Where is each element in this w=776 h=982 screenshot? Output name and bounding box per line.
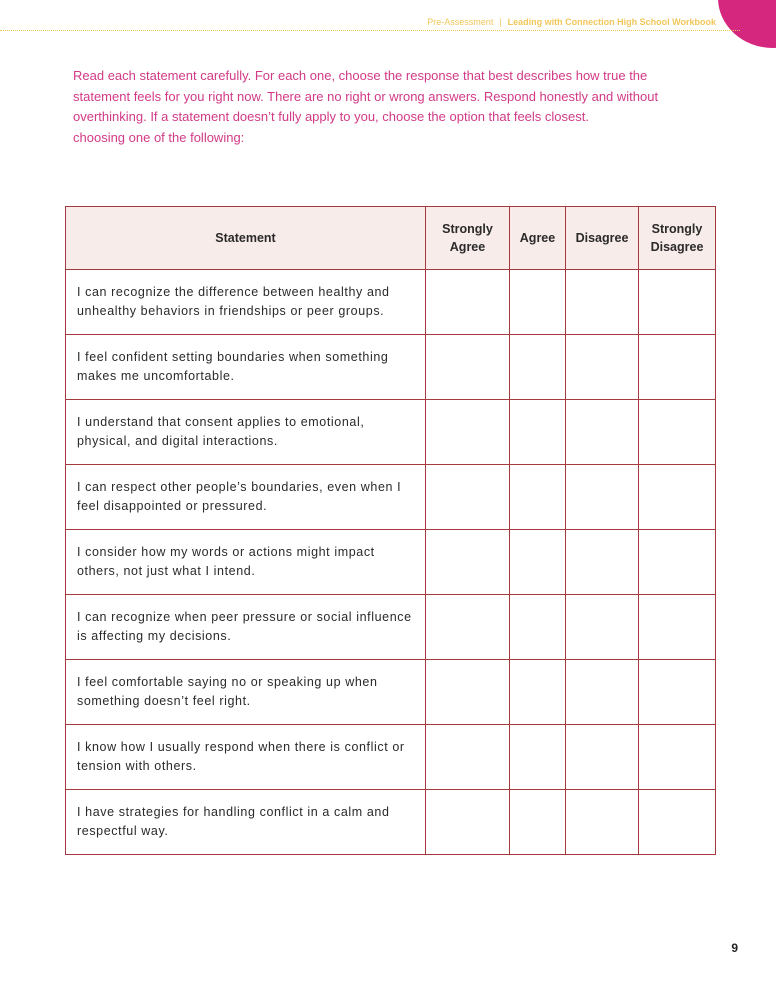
response-cell-disagree[interactable] xyxy=(566,400,639,465)
response-cell-strongly-agree[interactable] xyxy=(426,595,510,660)
response-cell-strongly-agree[interactable] xyxy=(426,725,510,790)
header-title: Leading with Connection High School Workbook xyxy=(507,17,716,27)
assessment-table xyxy=(65,206,716,855)
response-cell-strongly-disagree[interactable] xyxy=(639,790,716,855)
response-cell-strongly-disagree[interactable] xyxy=(639,660,716,725)
table-row xyxy=(66,465,716,530)
instructions-line: statement feels for you right now. There are no right or wrong answers. Respond honestly and without xyxy=(73,88,659,104)
statement-cell: I can recognize the difference between healthy and unhealthy behaviors in friendships or peer groups. xyxy=(66,270,426,335)
response-cell-disagree[interactable] xyxy=(566,335,639,400)
table-row xyxy=(66,530,716,595)
column-header-statement: Statement xyxy=(66,207,426,270)
response-cell-agree[interactable] xyxy=(510,595,566,660)
response-cell-strongly-disagree[interactable] xyxy=(639,400,716,465)
table-row xyxy=(66,595,716,660)
response-cell-agree[interactable] xyxy=(510,725,566,790)
statement-cell: I know how I usually respond when there is conflict or tension with others. xyxy=(66,725,426,790)
table-row xyxy=(66,725,716,790)
response-cell-strongly-agree[interactable] xyxy=(426,530,510,595)
table-row xyxy=(66,790,716,855)
table-row xyxy=(66,400,716,465)
response-cell-strongly-disagree[interactable] xyxy=(639,725,716,790)
table-header-row xyxy=(66,207,716,270)
response-cell-agree[interactable] xyxy=(510,400,566,465)
page-number: 9 xyxy=(731,941,738,955)
statement-cell: I feel confident setting boundaries when something makes me uncomfortable. xyxy=(66,335,426,400)
instructions xyxy=(73,66,693,148)
header-separator: | xyxy=(499,17,502,27)
table-row xyxy=(66,270,716,335)
column-header-agree: Agree xyxy=(510,207,566,270)
response-cell-agree[interactable] xyxy=(510,790,566,855)
statement-cell: I understand that consent applies to emotional, physical, and digital interactions. xyxy=(66,400,426,465)
response-cell-agree[interactable] xyxy=(510,660,566,725)
column-header-strongly-disagree: Strongly Disagree xyxy=(639,207,716,270)
response-cell-disagree[interactable] xyxy=(566,725,639,790)
response-cell-strongly-disagree[interactable] xyxy=(639,270,716,335)
response-cell-agree[interactable] xyxy=(510,270,566,335)
column-header-strongly-agree: Strongly Agree xyxy=(426,207,510,270)
header-rule xyxy=(0,30,740,31)
statement-cell: I consider how my words or actions might impact others, not just what I intend. xyxy=(66,530,426,595)
response-cell-strongly-disagree[interactable] xyxy=(639,595,716,660)
response-cell-strongly-disagree[interactable] xyxy=(639,465,716,530)
statement-cell: I can respect other people’s boundaries, even when I feel disappointed or pressured. xyxy=(66,465,426,530)
instructions-line: choosing one of the following: xyxy=(73,129,245,145)
statement-cell: I feel comfortable saying no or speaking up when something doesn’t feel right. xyxy=(66,660,426,725)
table-row xyxy=(66,335,716,400)
running-header xyxy=(427,17,716,27)
response-cell-strongly-agree[interactable] xyxy=(426,790,510,855)
response-cell-disagree[interactable] xyxy=(566,595,639,660)
response-cell-strongly-agree[interactable] xyxy=(426,270,510,335)
column-header-disagree: Disagree xyxy=(566,207,639,270)
response-cell-strongly-agree[interactable] xyxy=(426,660,510,725)
statement-cell: I can recognize when peer pressure or social influence is affecting my decisions. xyxy=(66,595,426,660)
response-cell-disagree[interactable] xyxy=(566,660,639,725)
response-cell-strongly-disagree[interactable] xyxy=(639,335,716,400)
response-cell-agree[interactable] xyxy=(510,335,566,400)
table-row xyxy=(66,660,716,725)
response-cell-strongly-agree[interactable] xyxy=(426,400,510,465)
response-cell-strongly-agree[interactable] xyxy=(426,465,510,530)
instructions-line: Read each statement carefully. For each one, choose the response that best describes how true the xyxy=(73,68,648,83)
response-cell-disagree[interactable] xyxy=(566,270,639,335)
response-cell-strongly-agree[interactable] xyxy=(426,335,510,400)
response-cell-disagree[interactable] xyxy=(566,465,639,530)
instructions-line: overthinking. If a statement doesn’t fully apply to you, choose the option that feels closest. xyxy=(73,109,589,124)
header-section: Pre-Assessment xyxy=(427,17,494,27)
response-cell-strongly-disagree[interactable] xyxy=(639,530,716,595)
statement-cell: I have strategies for handling conflict in a calm and respectful way. xyxy=(66,790,426,855)
response-cell-disagree[interactable] xyxy=(566,530,639,595)
response-cell-agree[interactable] xyxy=(510,530,566,595)
corner-decoration xyxy=(718,0,776,48)
response-cell-agree[interactable] xyxy=(510,465,566,530)
response-cell-disagree[interactable] xyxy=(566,790,639,855)
